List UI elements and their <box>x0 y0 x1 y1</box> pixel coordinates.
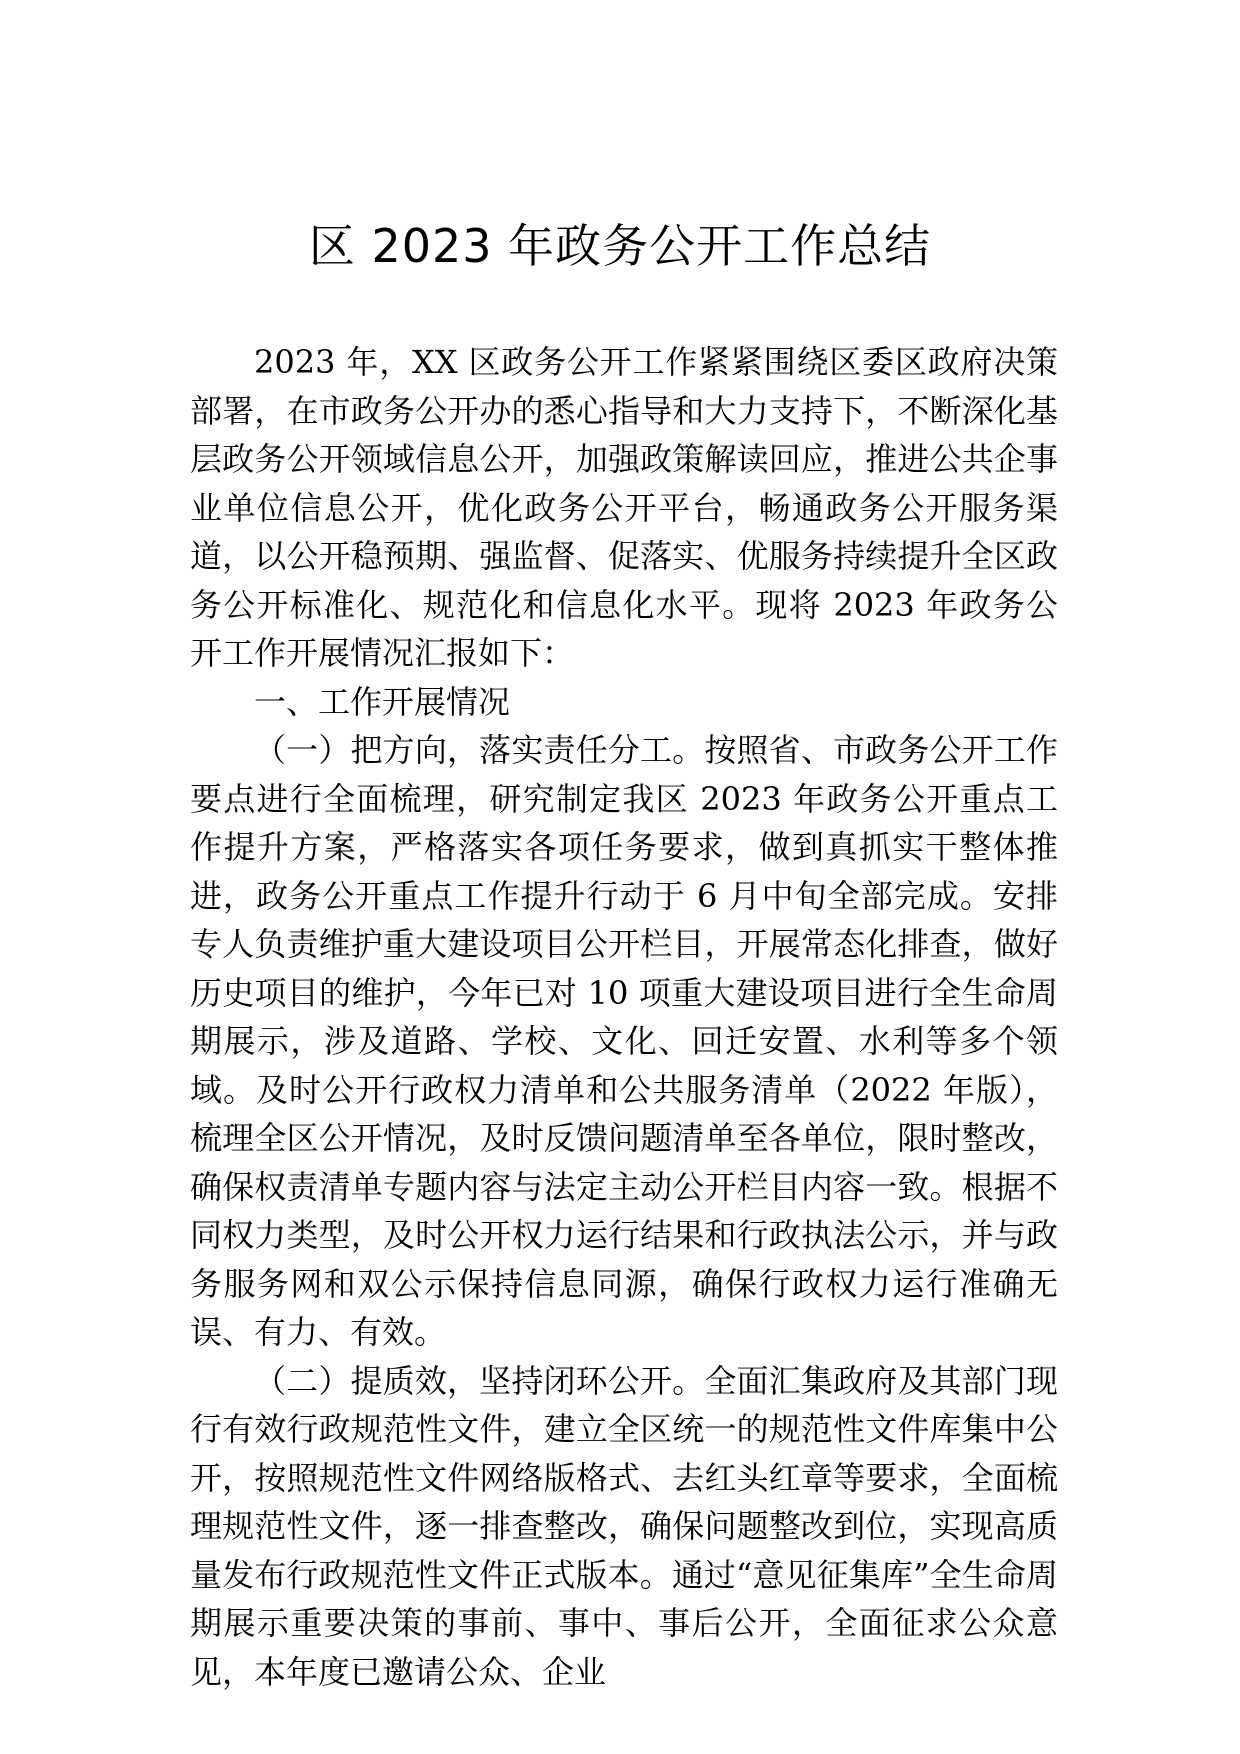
paragraph-responsibility: （一）把方向，落实责任分工。按照省、市政务公开工作要点进行全面梳理，研究制定我区 2023 年政务公开重点工作提升方案，严格落实各项任务要求，做到真抓实干整体推进，政务公开重点工作提升行动于 6 月中旬全部完成。安排专人负责维护重大建设项目公开栏目，开展常态化排查，做好历史项目的维护，今年已对 10 项重大建设项目进行全生命周期展示，涉及道路、学校、文化、回迁安置、水利等多个领域。及时公开行政权力清单和公共服务清单（2022 年版），梳理全区公开情况，及时反馈问题清单至各单位，限时整改，确保权责清单专题内容与法定主动公开栏目内容一致。根据不同权力类型，及时公开权力运行结果和行政执法公示，并与政务服务网和双公示保持信息同源，确保行政权力运行准确无误、有力、有效。 <box>190 731 1058 1351</box>
document-title: 区 2023 年政务公开工作总结 <box>308 219 932 273</box>
intro-paragraph: 2023 年，XX 区政务公开工作紧紧围绕区委区政府决策部署，在市政务公开办的悉心指导和大力支持下，不断深化基层政务公开领域信息公开，加强政策解读回应，推进公共企事业单位信息公开，优化政务公开平台，畅通政务公开服务渠道，以公开稳预期、强监督、促落实、优服务持续提升全区政务公开标准化、规范化和信息化水平。现将 2023 年政务公开工作开展情况汇报如下： <box>190 343 1058 672</box>
document-body <box>190 338 1058 1696</box>
paragraph-quality: （二）提质效，坚持闭环公开。全面汇集政府及其部门现行有效行政规范性文件，建立全区统一的规范性文件库集中公开，按照规范性文件网络版格式、去红头红章等要求，全面梳理规范性文件，逐一排查整改，确保问题整改到位，实现高质量发布行政规范性文件正式版本。通过“意见征集库”全生命周期展示重要决策的事前、事中、事后公开，全面征求公众意见，本年度已邀请公众、企业 <box>190 1361 1058 1691</box>
section-heading-1: 一、工作开展情况 <box>254 682 511 721</box>
